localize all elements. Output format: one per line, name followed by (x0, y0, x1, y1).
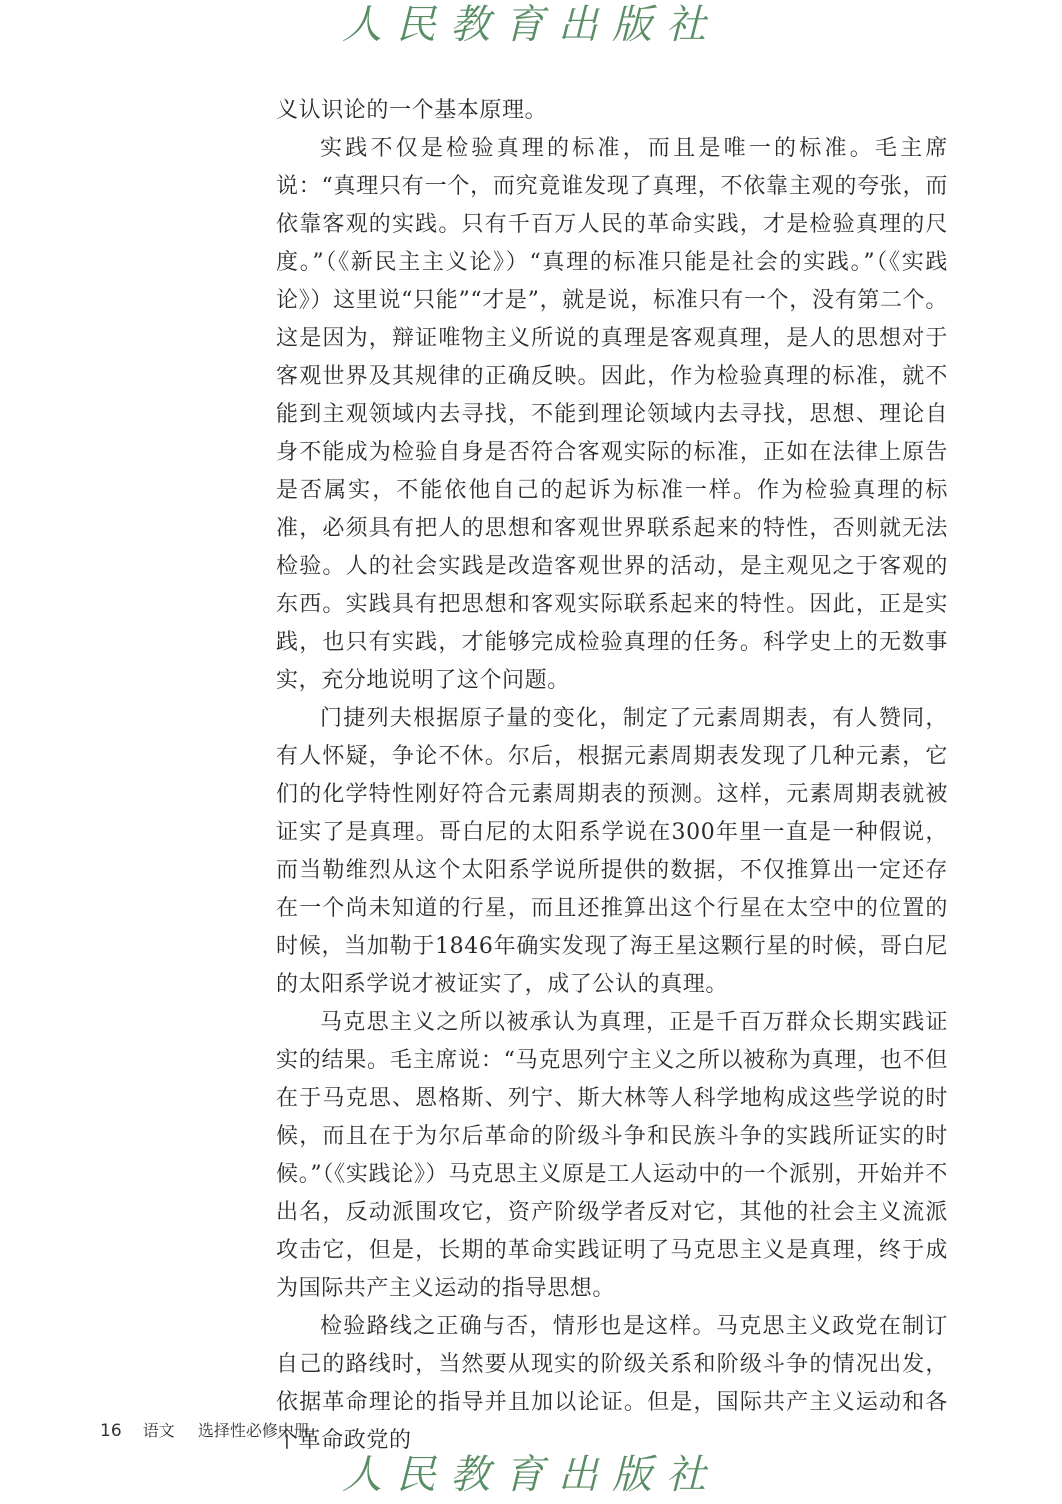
publisher-watermark-bottom: 人民教育出版社 (342, 1452, 720, 1498)
paragraph: 义认识论的一个基本原理。 (276, 98, 548, 123)
subject-label: 语文 (142, 1421, 175, 1440)
page-footer (100, 1418, 310, 1441)
page-number: 16 (100, 1421, 122, 1441)
paragraph: 马克思主义之所以被承认为真理，正是千百万群众长期实践证实的结果。毛主席说：“马克思列宁主义之所以被称为真理，也不但在于马克思、恩格斯、列宁、斯大林等人科学地构成这些学说的时候，而且在于为尔后革命的阶级斗争和民族斗争的实践所证实的时候。”（《实践论》）马克思主义原是工人运动中的一个派别，开始并不出名，反动派围攻它，资产阶级学者反对它，其他的社会主义流派攻击它，但是，长期的革命实践证明了马克思主义是真理，终于成为国际共产主义运动的指导思想。 (276, 1010, 948, 1301)
paragraph: 实践不仅是检验真理的标准，而且是唯一的标准。毛主席说：“真理只有一个，而究竟谁发现了真理，不依靠主观的夸张，而依靠客观的实践。只有千百万人民的革命实践，才是检验真理的尺度。”（《新民主主义论》）“真理的标准只能是社会的实践。”（《实践论》）这里说“只能”“才是”，就是说，标准只有一个，没有第二个。这是因为，辩证唯物主义所说的真理是客观真理，是人的思想对于客观世界及其规律的正确反映。因此，作为检验真理的标准，就不能到主观领域内去寻找，不能到理论领域内去寻找，思想、理论自身不能成为检验自身是否符合客观实际的标准，正如在法律上原告是否属实，不能依他自己的起诉为标准一样。作为检验真理的标准，必须具有把人的思想和客观世界联系起来的特性，否则就无法检验。人的社会实践是改造客观世界的活动，是主观见之于客观的东西。实践具有把思想和客观实际联系起来的特性。因此，正是实践，也只有实践，才能够完成检验真理的任务。科学史上的无数事实，充分地说明了这个问题。 (276, 136, 948, 693)
page-body (276, 92, 948, 1460)
book-title: 选择性必修中册 (197, 1421, 310, 1440)
paragraph: 检验路线之正确与否，情形也是这样。马克思主义政党在制订自己的路线时，当然要从现实的阶级关系和阶级斗争的情况出发，依据革命理论的指导并且加以论证。但是，国际共产主义运动和各个革命政党的 (276, 1314, 948, 1453)
paragraph: 门捷列夫根据原子量的变化，制定了元素周期表，有人赞同，有人怀疑，争论不休。尔后，根据元素周期表发现了几种元素，它们的化学特性刚好符合元素周期表的预测。这样，元素周期表就被证实了是真理。哥白尼的太阳系学说在300年里一直是一种假说，而当勒维烈从这个太阳系学说所提供的数据，不仅推算出一定还存在一个尚未知道的行星，而且还推算出这个行星在太空中的位置的时候，当加勒于1846年确实发现了海王星这颗行星的时候，哥白尼的太阳系学说才被证实了，成了公认的真理。 (276, 706, 948, 997)
publisher-watermark-top: 人民教育出版社 (342, 2, 720, 48)
